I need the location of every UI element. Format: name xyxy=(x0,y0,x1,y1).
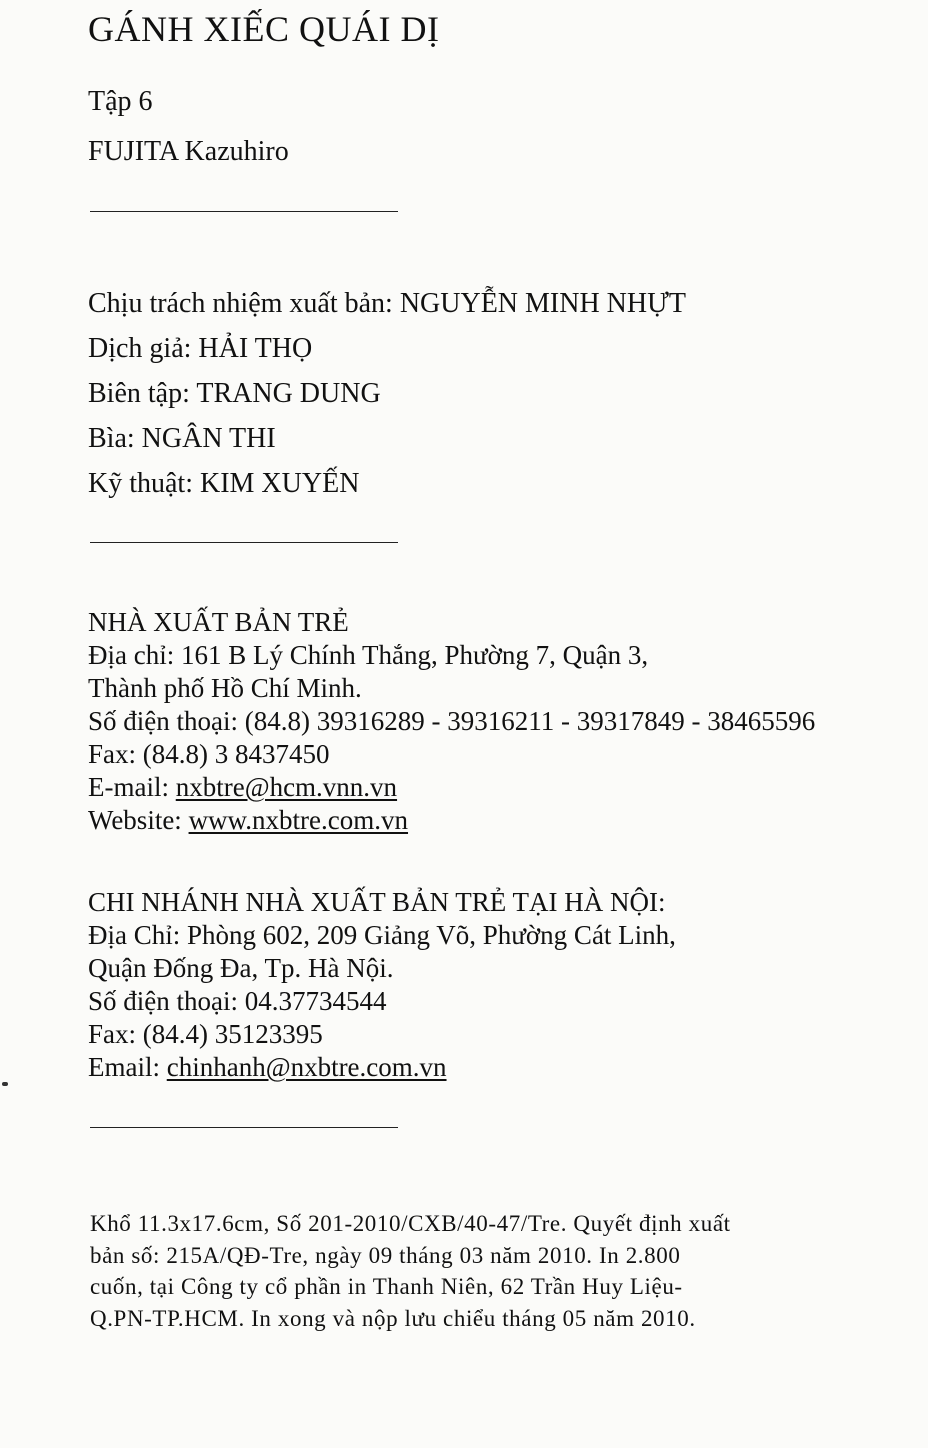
credit-technical: Kỹ thuật: KIM XUYẾN xyxy=(88,468,360,499)
branch-phone: Số điện thoại: 04.37734544 xyxy=(88,986,387,1016)
scan-speck xyxy=(2,1082,8,1086)
branch-fax: Fax: (84.4) 35123395 xyxy=(88,1019,323,1049)
publisher-email-link[interactable]: nxbtre@hcm.vnn.vn xyxy=(175,772,398,802)
publisher-name: NHÀ XUẤT BẢN TRẺ xyxy=(88,607,349,637)
divider xyxy=(90,542,398,543)
volume-number: Tập 6 xyxy=(88,86,153,117)
publisher-info xyxy=(88,606,815,837)
credit-translator: Dịch giả: HẢI THỌ xyxy=(88,333,313,364)
divider xyxy=(90,1127,398,1128)
branch-email-row xyxy=(88,1051,676,1084)
publisher-phone: Số điện thoại: (84.8) 39316289 - 39316211 - 39317849 - 38465596 xyxy=(88,706,816,736)
credit-publisher-responsible: Chịu trách nhiệm xuất bản: NGUYỄN MINH NHỰT xyxy=(88,288,686,319)
divider xyxy=(90,211,398,212)
colophon xyxy=(90,1208,850,1334)
colophon-line: Khổ 11.3x17.6cm, Số 201-2010/CXB/40-47/Tre. Quyết định xuất xyxy=(90,1211,731,1236)
publisher-email-row xyxy=(88,771,815,804)
branch-name: CHI NHÁNH NHÀ XUẤT BẢN TRẺ TẠI HÀ NỘI: xyxy=(88,887,666,917)
branch-email-link[interactable]: chinhanh@nxbtre.com.vn xyxy=(166,1052,447,1082)
publisher-website-link[interactable]: www.nxbtre.com.vn xyxy=(188,805,409,835)
branch-info xyxy=(88,886,676,1084)
colophon-line: Q.PN-TP.HCM. In xong và nộp lưu chiểu tháng 05 năm 2010. xyxy=(90,1305,696,1331)
colophon-line: cuốn, tại Công ty cổ phần in Thanh Niên, 62 Trần Huy Liệu- xyxy=(90,1274,683,1299)
author-name: FUJITA Kazuhiro xyxy=(88,136,289,167)
publisher-address-line2: Thành phố Hồ Chí Minh. xyxy=(88,673,362,703)
credit-cover: Bìa: NGÂN THI xyxy=(88,423,276,454)
credit-editor: Biên tập: TRANG DUNG xyxy=(88,378,381,409)
publisher-email-label: E-mail: xyxy=(88,772,176,802)
publisher-website-row xyxy=(88,804,815,837)
publisher-address-line1: Địa chỉ: 161 B Lý Chính Thắng, Phường 7, Quận 3, xyxy=(88,640,649,670)
colophon-line: bản số: 215A/QĐ-Tre, ngày 09 tháng 03 năm 2010. In 2.800 xyxy=(90,1242,681,1268)
publisher-website-label: Website: xyxy=(88,805,189,835)
publisher-fax: Fax: (84.8) 3 8437450 xyxy=(88,739,330,769)
branch-address-line2: Quận Đống Đa, Tp. Hà Nội. xyxy=(88,953,394,983)
branch-address-line1: Địa Chỉ: Phòng 602, 209 Giảng Võ, Phường Cát Linh, xyxy=(88,920,676,950)
branch-email-label: Email: xyxy=(88,1052,167,1082)
book-title: GÁNH XIẾC QUÁI DỊ xyxy=(88,9,440,49)
